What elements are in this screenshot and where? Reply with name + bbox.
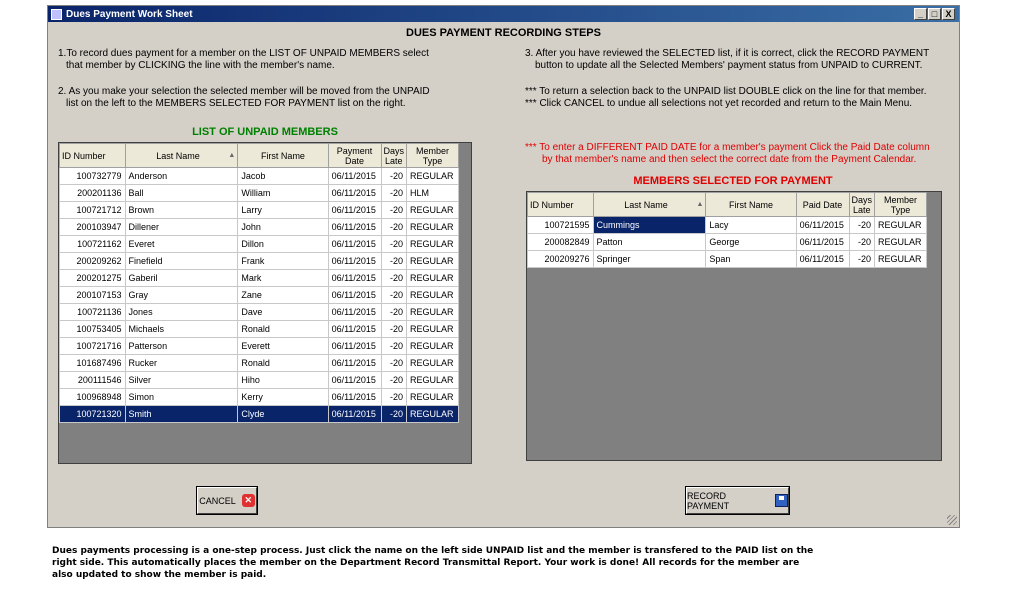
selected-members-table — [527, 192, 927, 268]
table-cell[interactable]: REGULAR — [407, 406, 459, 423]
table-cell[interactable]: -20 — [381, 406, 407, 423]
instruction-note3: *** To enter a DIFFERENT PAID DATE for a member's payment Click the Paid Date column by that member's name and then select the correct date from the Payment Calendar. — [525, 142, 930, 165]
table-row[interactable] — [60, 355, 459, 372]
col-header-first-name[interactable]: First Name — [706, 193, 796, 217]
selected-list-title: MEMBERS SELECTED FOR PAYMENT — [633, 175, 833, 187]
table-cell[interactable]: 100721162 — [60, 236, 126, 253]
table-cell[interactable]: Larry — [238, 202, 328, 219]
table-cell[interactable]: Jones — [125, 304, 238, 321]
unpaid-members-grid[interactable] — [58, 142, 472, 464]
table-cell[interactable]: Gray — [125, 287, 238, 304]
col-header-member-type[interactable]: Member Type — [407, 144, 459, 168]
table-cell[interactable]: REGULAR — [875, 251, 927, 268]
table-cell[interactable]: REGULAR — [407, 321, 459, 338]
table-cell[interactable]: 100721712 — [60, 202, 126, 219]
table-cell[interactable]: 06/11/2015 — [328, 355, 381, 372]
table-row[interactable] — [60, 389, 459, 406]
table-cell[interactable]: Patterson — [125, 338, 238, 355]
table-cell[interactable]: REGULAR — [407, 355, 459, 372]
table-cell[interactable]: -20 — [849, 234, 875, 251]
table-cell[interactable]: Jacob — [238, 168, 328, 185]
unpaid-list-title: LIST OF UNPAID MEMBERS — [192, 126, 338, 138]
table-cell[interactable]: Everett — [238, 338, 328, 355]
table-cell[interactable]: -20 — [381, 219, 407, 236]
col-header-member-type[interactable]: Member Type — [875, 193, 927, 217]
table-cell[interactable]: -20 — [381, 355, 407, 372]
table-cell[interactable]: 200201136 — [60, 185, 126, 202]
app-icon — [51, 9, 62, 20]
table-row[interactable] — [60, 287, 459, 304]
table-cell[interactable]: -20 — [849, 251, 875, 268]
table-cell[interactable]: Springer — [593, 251, 706, 268]
table-cell[interactable]: Gaberil — [125, 270, 238, 287]
table-cell[interactable]: 06/11/2015 — [328, 287, 381, 304]
table-cell[interactable]: Kerry — [238, 389, 328, 406]
table-cell[interactable]: 06/11/2015 — [328, 219, 381, 236]
table-cell[interactable]: 06/11/2015 — [328, 185, 381, 202]
table-cell[interactable]: Anderson — [125, 168, 238, 185]
close-button[interactable]: X — [942, 8, 955, 20]
table-cell[interactable]: Michaels — [125, 321, 238, 338]
table-cell[interactable]: Patton — [593, 234, 706, 251]
table-cell[interactable]: REGULAR — [875, 234, 927, 251]
table-cell[interactable]: 101687496 — [60, 355, 126, 372]
instruction-step3: 3. After you have reviewed the SELECTED list, if it is correct, click the RECORD PAYMENT button to update all the Selected Members' payment status from UNPAID to CURRENT. — [525, 48, 930, 71]
col-header-days-late[interactable]: Days Late — [849, 193, 875, 217]
col-header-id[interactable]: ID Number — [528, 193, 594, 217]
col-header-payment-date[interactable]: Payment Date — [328, 144, 381, 168]
table-row[interactable] — [60, 406, 459, 423]
table-cell[interactable]: -20 — [381, 338, 407, 355]
table-cell[interactable]: REGULAR — [407, 287, 459, 304]
table-cell[interactable]: Hiho — [238, 372, 328, 389]
col-header-paid-date[interactable]: Paid Date — [796, 193, 849, 217]
table-cell[interactable]: REGULAR — [407, 168, 459, 185]
table-cell[interactable]: -20 — [381, 168, 407, 185]
table-cell[interactable]: Span — [706, 251, 796, 268]
selected-members-grid[interactable] — [526, 191, 942, 461]
instruction-step1: 1.To record dues payment for a member on the LIST OF UNPAID MEMBERS select that member by CLICKING the line with the member's name. — [58, 48, 429, 71]
cancel-button[interactable] — [197, 487, 257, 514]
table-cell[interactable]: -20 — [381, 389, 407, 406]
table-cell[interactable]: REGULAR — [407, 270, 459, 287]
table-row[interactable] — [528, 217, 927, 234]
table-row[interactable] — [60, 372, 459, 389]
table-cell[interactable]: Dillon — [238, 236, 328, 253]
table-cell[interactable]: 200209276 — [528, 251, 594, 268]
instruction-note1: *** To return a selection back to the UNPAID list DOUBLE click on the line for that member. — [525, 86, 927, 97]
table-cell[interactable]: Dave — [238, 304, 328, 321]
table-row[interactable] — [60, 168, 459, 185]
window-title: Dues Payment Work Sheet — [66, 8, 193, 20]
table-cell[interactable]: 100721595 — [528, 217, 594, 234]
col-header-days-late[interactable]: Days Late — [381, 144, 407, 168]
table-cell[interactable]: Everet — [125, 236, 238, 253]
table-cell[interactable]: 06/11/2015 — [328, 389, 381, 406]
table-cell[interactable]: Cummings — [593, 217, 706, 234]
table-cell[interactable]: 200201275 — [60, 270, 126, 287]
table-row[interactable] — [60, 219, 459, 236]
table-cell[interactable]: 100721320 — [60, 406, 126, 423]
table-row[interactable] — [60, 253, 459, 270]
table-cell[interactable]: -20 — [381, 304, 407, 321]
maximize-button[interactable]: □ — [928, 8, 941, 20]
dues-payment-window — [47, 5, 960, 528]
table-row[interactable] — [60, 185, 459, 202]
unpaid-members-table — [59, 143, 459, 423]
record-payment-button-label: RECORD PAYMENT — [687, 490, 730, 511]
table-cell[interactable]: Zane — [238, 287, 328, 304]
col-header-first-name[interactable]: First Name — [238, 144, 328, 168]
table-cell[interactable]: REGULAR — [407, 219, 459, 236]
table-cell[interactable]: -20 — [381, 321, 407, 338]
table-cell[interactable]: 100721716 — [60, 338, 126, 355]
table-cell[interactable]: 100721136 — [60, 304, 126, 321]
table-cell[interactable]: 06/11/2015 — [328, 270, 381, 287]
table-cell[interactable]: Mark — [238, 270, 328, 287]
table-cell[interactable]: REGULAR — [875, 217, 927, 234]
table-cell[interactable]: 06/11/2015 — [328, 202, 381, 219]
table-cell[interactable]: REGULAR — [407, 389, 459, 406]
table-cell[interactable]: REGULAR — [407, 338, 459, 355]
table-cell[interactable]: 06/11/2015 — [328, 406, 381, 423]
table-cell[interactable]: -20 — [849, 217, 875, 234]
resize-grip[interactable] — [947, 515, 957, 525]
instruction-note2: *** Click CANCEL to undue all selections not yet recorded and return to the Main Menu. — [525, 98, 913, 109]
table-row[interactable] — [528, 251, 927, 268]
table-cell[interactable]: Clyde — [238, 406, 328, 423]
title-bar[interactable] — [48, 6, 959, 22]
table-cell[interactable]: 06/11/2015 — [328, 253, 381, 270]
table-row[interactable] — [60, 304, 459, 321]
table-row[interactable] — [60, 236, 459, 253]
record-payment-button[interactable] — [686, 487, 789, 514]
table-row[interactable] — [528, 234, 927, 251]
table-cell[interactable]: George — [706, 234, 796, 251]
sort-arrow-icon: ▲ — [696, 200, 704, 208]
table-cell[interactable]: -20 — [381, 236, 407, 253]
table-cell[interactable]: Finefield — [125, 253, 238, 270]
instruction-step2: 2. As you make your selection the selected member will be moved from the UNPAID list on the left to the MEMBERS SELECTED FOR PAYMENT list on the right. — [58, 86, 430, 109]
table-cell[interactable]: 200107153 — [60, 287, 126, 304]
table-cell[interactable]: 06/11/2015 — [796, 251, 849, 268]
table-cell[interactable]: REGULAR — [407, 372, 459, 389]
table-cell[interactable]: Simon — [125, 389, 238, 406]
table-cell[interactable]: Frank — [238, 253, 328, 270]
col-header-id[interactable]: ID Number — [60, 144, 126, 168]
sort-arrow-icon: ▲ — [228, 151, 236, 159]
table-row[interactable] — [60, 270, 459, 287]
col-header-last-name[interactable]: Last Name ▲ — [125, 144, 238, 168]
table-cell[interactable]: Silver — [125, 372, 238, 389]
table-cell[interactable]: 100968948 — [60, 389, 126, 406]
table-cell[interactable]: 06/11/2015 — [328, 236, 381, 253]
table-cell[interactable]: -20 — [381, 270, 407, 287]
table-cell[interactable]: 200103947 — [60, 219, 126, 236]
table-cell[interactable]: -20 — [381, 202, 407, 219]
save-icon — [775, 494, 788, 507]
table-row[interactable] — [60, 321, 459, 338]
table-row[interactable] — [60, 202, 459, 219]
table-cell[interactable]: Rucker — [125, 355, 238, 372]
table-cell[interactable]: John — [238, 219, 328, 236]
table-cell[interactable]: 100753405 — [60, 321, 126, 338]
table-cell[interactable]: REGULAR — [407, 202, 459, 219]
table-cell[interactable]: -20 — [381, 253, 407, 270]
table-cell[interactable]: Ronald — [238, 321, 328, 338]
table-cell[interactable]: -20 — [381, 185, 407, 202]
cancel-button-label: CANCEL — [199, 495, 236, 506]
table-cell[interactable]: Brown — [125, 202, 238, 219]
table-cell[interactable]: -20 — [381, 287, 407, 304]
table-cell[interactable]: HLM — [407, 185, 459, 202]
table-cell[interactable]: 200209262 — [60, 253, 126, 270]
table-cell[interactable]: 06/11/2015 — [796, 217, 849, 234]
table-cell[interactable]: 06/11/2015 — [328, 372, 381, 389]
page-heading: DUES PAYMENT RECORDING STEPS — [406, 27, 601, 39]
table-cell[interactable]: Dillener — [125, 219, 238, 236]
table-cell[interactable]: REGULAR — [407, 253, 459, 270]
table-cell[interactable]: 06/11/2015 — [796, 234, 849, 251]
table-cell[interactable]: William — [238, 185, 328, 202]
footer-note: Dues payments processing is a one-step process. Just click the name on the left side UNPAID list and the member is transfered to the PAID list on the right side. This automatically places the member on the Department Record Transmittal Report. Your work is done! All records for the member are also updated to show the member is paid. — [52, 546, 814, 580]
table-cell[interactable]: Lacy — [706, 217, 796, 234]
table-cell[interactable]: 200111546 — [60, 372, 126, 389]
table-row[interactable] — [60, 338, 459, 355]
table-cell[interactable]: REGULAR — [407, 236, 459, 253]
table-cell[interactable]: -20 — [381, 372, 407, 389]
table-cell[interactable]: 06/11/2015 — [328, 338, 381, 355]
table-cell[interactable]: 06/11/2015 — [328, 304, 381, 321]
table-cell[interactable]: 100732779 — [60, 168, 126, 185]
table-cell[interactable]: REGULAR — [407, 304, 459, 321]
table-cell[interactable]: 200082849 — [528, 234, 594, 251]
table-cell[interactable]: Smith — [125, 406, 238, 423]
table-cell[interactable]: Ronald — [238, 355, 328, 372]
table-cell[interactable]: 06/11/2015 — [328, 168, 381, 185]
cancel-icon: ✕ — [242, 494, 255, 507]
table-cell[interactable]: Ball — [125, 185, 238, 202]
table-cell[interactable]: 06/11/2015 — [328, 321, 381, 338]
minimize-button[interactable]: _ — [914, 8, 927, 20]
col-header-last-name[interactable]: Last Name ▲ — [593, 193, 706, 217]
